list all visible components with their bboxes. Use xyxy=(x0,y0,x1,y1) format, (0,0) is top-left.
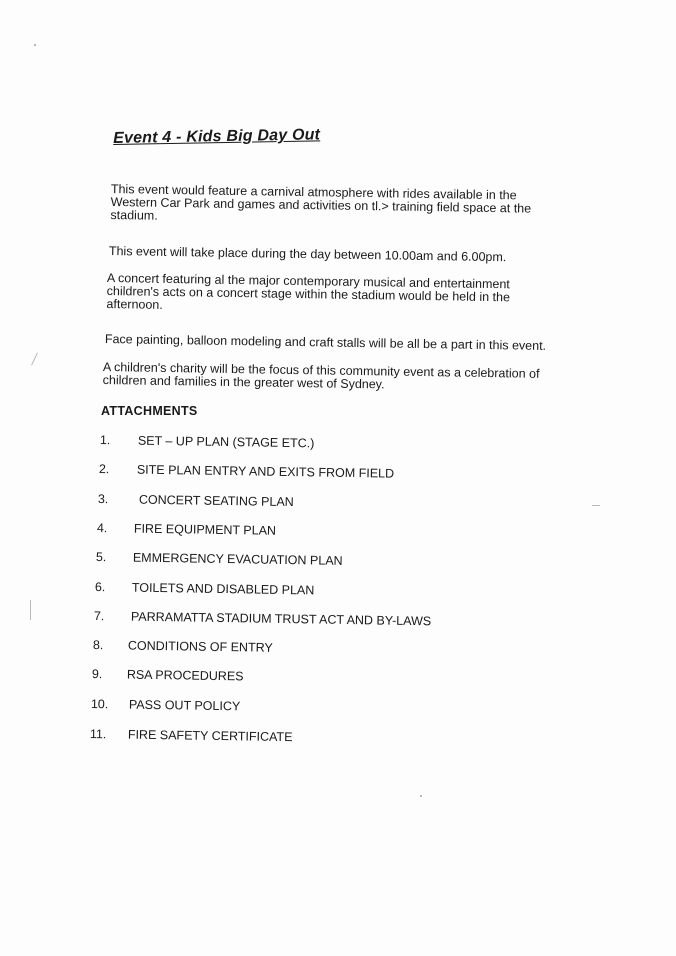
attachment-number: 8. xyxy=(92,638,104,653)
attachment-number: 6. xyxy=(94,580,106,595)
scan-speck xyxy=(592,505,600,506)
paragraph-concert: A concert featuring al the major contemporary musical and entertainment children's acts on a concert stage within the stadium would be held in the afternoon. xyxy=(106,271,511,312)
attachment-label: RSA PROCEDURES xyxy=(126,667,244,684)
attachment-label: FIRE EQUIPMENT PLAN xyxy=(133,521,277,538)
attachment-number: 2. xyxy=(98,462,110,477)
attachment-label: TOILETS AND DISABLED PLAN xyxy=(131,580,315,598)
scan-speck xyxy=(420,795,422,797)
attachment-label: PASS OUT POLICY xyxy=(128,697,241,714)
attachment-label: SET – UP PLAN (STAGE ETC.) xyxy=(137,433,315,451)
page-title: Event 4 - Kids Big Day Out xyxy=(113,126,321,147)
attachment-label: CONDITIONS OF ENTRY xyxy=(127,638,273,655)
attachments-heading: ATTACHMENTS xyxy=(101,404,198,418)
attachment-number: 3. xyxy=(97,492,109,507)
attachment-label: PARRAMATTA STADIUM TRUST ACT AND BY-LAWS xyxy=(130,609,432,629)
paragraph-charity: A children's charity will be the focus of this community event as a celebration of children and families in the greater west of Sydney. xyxy=(102,360,540,392)
paragraph-stalls: Face painting, balloon modeling and craft stalls will be all be a part in this event. xyxy=(104,332,547,353)
attachment-label: EMMERGENCY EVACUATION PLAN xyxy=(132,550,343,568)
attachment-label: SITE PLAN ENTRY AND EXITS FROM FIELD xyxy=(136,462,395,481)
attachment-number: 1. xyxy=(99,433,111,448)
attachment-number: 10. xyxy=(90,697,109,712)
attachment-label: FIRE SAFETY CERTIFICATE xyxy=(127,727,293,745)
scan-speck xyxy=(30,600,31,620)
attachment-number: 4. xyxy=(96,521,108,536)
paragraph-carnival: This event would feature a carnival atmosphere with rides available in the Western Car Park and games and activities on tl.˃ training field space at the stadium. xyxy=(110,182,532,223)
scan-speck xyxy=(34,44,36,46)
scan-speck xyxy=(31,352,38,365)
attachment-number: 5. xyxy=(95,550,107,565)
attachment-number: 9. xyxy=(91,667,103,682)
attachment-number: 7. xyxy=(93,609,105,624)
paragraph-time: This event will take place during the day between 10.00am and 6.00pm. xyxy=(108,244,507,265)
attachment-label: CONCERT SEATING PLAN xyxy=(138,492,294,510)
attachment-number: 11. xyxy=(89,727,107,742)
